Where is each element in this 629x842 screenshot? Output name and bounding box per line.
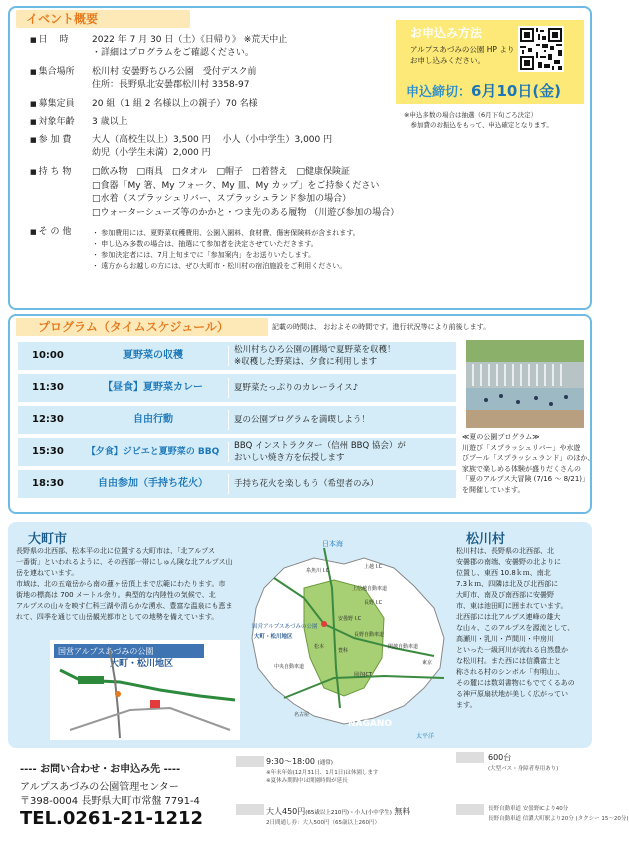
hours-value: 9:30～18:00 bbox=[266, 757, 316, 766]
other-note: ・ 参加費用には、夏野菜収穫費用、公園入園料、食材費、傷害保険料が含まれます。 bbox=[92, 229, 360, 237]
row-value: 住所：長野県北安曇郡松川村 3358-97 bbox=[92, 80, 250, 90]
apply-note-line: 参加費のお振込をもって、申込確定となります。 bbox=[404, 121, 553, 129]
program-name: 【昼食】夏野菜カレー bbox=[103, 382, 203, 393]
map-label: 糸魚川 I.C bbox=[306, 568, 330, 574]
qr-code-icon[interactable] bbox=[518, 26, 564, 72]
row-value: 大人（高校生以上）3,500 円 小人（小中学生）3,000 円 bbox=[92, 135, 333, 145]
matsukawa-line: 称される村のシンボル「有明山」、 bbox=[456, 668, 565, 676]
program-row bbox=[18, 374, 456, 402]
deadline bbox=[406, 80, 561, 101]
parking-count: 600台 bbox=[488, 753, 512, 762]
program-row bbox=[18, 470, 456, 498]
omachi-line: 岳を連ねています。 bbox=[16, 569, 79, 577]
program-row bbox=[18, 406, 456, 434]
program-name: 自由参加（手持ち花火） bbox=[98, 478, 208, 489]
row-value: 3 歳以上 bbox=[92, 117, 128, 127]
car-icon bbox=[456, 804, 484, 815]
matsukawa-line: といった一級河川が流れる自然豊か bbox=[456, 646, 568, 654]
map-label: 長野自動車道 bbox=[354, 632, 385, 638]
row-value: ・詳細はプログラムをご確認ください。 bbox=[92, 48, 254, 58]
program-desc-line: 手持ち花火を楽しもう（希望者のみ） bbox=[234, 479, 379, 489]
omachi-line: 一番街」といわれるように、その西部一帯にしゅん険な北アルプス山 bbox=[16, 558, 233, 566]
apply-description bbox=[410, 44, 520, 66]
closed-note: ※年末年始(12月31日、1月1日)は休園します bbox=[266, 770, 379, 776]
omachi-matsukawa-label: 大町・松川地区 bbox=[254, 634, 293, 640]
hours bbox=[266, 756, 333, 767]
nagano-label: NAGANO bbox=[348, 719, 393, 729]
map-label: 東京 bbox=[422, 660, 433, 666]
program-desc bbox=[234, 408, 454, 432]
row-label: ■ そ の 他 bbox=[30, 226, 90, 239]
map-label: 上越 I.C bbox=[364, 564, 383, 570]
omachi-line: 市域は、北の五竜岳から南の蓮ヶ岳頂上まで広範にわたります。市 bbox=[16, 580, 226, 588]
contact-organization: アルプスあづみの公園管理センター bbox=[20, 782, 179, 793]
program-desc-line: ※収穫した野菜は、夕食に利用します bbox=[234, 357, 378, 367]
row-value: □飲み物 □雨具 □タオル □帽子 □着替え □健康保険証 bbox=[92, 167, 351, 177]
omachi-line: 街地の標高は 700 メートル余り。典型的な内陸性の気候で、北 bbox=[16, 591, 216, 599]
caption-line: 川遊び「スプラッシュリバー」や水遊 bbox=[462, 443, 581, 452]
caption-line: を開催しています。 bbox=[462, 485, 525, 494]
fee-child: (小中学生) bbox=[365, 810, 392, 816]
apply-note-line: ※申込多数の場合は抽選（6月下旬ごろ決定） bbox=[404, 111, 538, 119]
apply-desc-line: アルプスあづみの公園 HP より bbox=[410, 45, 515, 54]
program-name: 【夕食】ジビエと夏野菜の BBQ bbox=[86, 447, 220, 457]
program-note: 記載の時間は、 おおよその時間です。進行状況等により前後します。 bbox=[272, 323, 491, 331]
map-label: 岡谷JCT bbox=[354, 672, 373, 678]
parking-note: (大型バス・身障者専用あり) bbox=[488, 766, 559, 772]
fee-line bbox=[266, 806, 410, 817]
program-desc-line: 夏野菜たっぷりのカレーライス♪ bbox=[234, 383, 359, 393]
program-time: 11:30 bbox=[32, 382, 64, 393]
ocean-label: 太平洋 bbox=[416, 733, 435, 740]
map-label: 松本 bbox=[314, 644, 325, 650]
map-label: 関越自動車道 bbox=[388, 644, 419, 650]
matsukawa-line: な山々、このアルプスを源流として、 bbox=[456, 624, 575, 632]
contact-address: 〒398-0004 長野県大町市常盤 7791-4 bbox=[20, 796, 200, 807]
map-label: 名古屋 bbox=[294, 712, 310, 718]
matsukawa-description bbox=[456, 546, 588, 711]
program-row bbox=[18, 438, 456, 466]
row-value: 2022 年 7 月 30 日（土）《日帰り》 ※荒天中止 bbox=[92, 35, 288, 45]
row-label: ■ 募集定員 bbox=[30, 98, 90, 111]
contact-phone[interactable]: TEL.0261-21-1212 bbox=[20, 808, 204, 829]
row-divider bbox=[228, 378, 229, 398]
access-title: 国営アルプスあづみの公園 bbox=[58, 647, 154, 656]
other-note: ・ 遠方からお越しの方には、ぜひ大町市・松川村の宿泊施設をご利用ください。 bbox=[92, 262, 347, 270]
fee-note: (65歳以上210円)・小人 bbox=[305, 810, 366, 816]
park-label: 国営アルプスあづみの公園 bbox=[252, 624, 318, 630]
matsukawa-line: る神戸原扇状地が美しく広がってい bbox=[456, 690, 568, 698]
fee-free: 無料 bbox=[394, 807, 411, 816]
matsukawa-line: 安曇郡の南端、安曇野の北よりに bbox=[456, 558, 561, 566]
apply-desc-line: お申し込みください。 bbox=[410, 56, 485, 65]
deadline-date: 6月10日(金) bbox=[471, 82, 562, 100]
program-desc-line: 夏の公園プログラムを満喫しよう！ bbox=[234, 415, 370, 425]
matsukawa-line: ます。 bbox=[456, 701, 477, 709]
omachi-title: 大町市 bbox=[28, 532, 68, 547]
closed-note: ※夏休み期間中は開園時間が延長 bbox=[266, 778, 348, 784]
matsukawa-line: 松川村は、長野県の北西部、北 bbox=[456, 547, 554, 555]
other-note: ・ 申し込み多数の場合は、抽選にて参加者を決定させていただきます。 bbox=[92, 240, 318, 248]
program-time: 18:30 bbox=[32, 478, 64, 489]
other-note: ・ 参加決定者には、7月上旬までに「参加案内」をお送りいたします。 bbox=[92, 251, 316, 259]
hours-note: (通常) bbox=[317, 760, 333, 766]
map-label: 中央自動車道 bbox=[274, 664, 305, 670]
row-label: ■ 日 時 bbox=[30, 34, 90, 47]
event-section-title: イベント概要 bbox=[16, 10, 190, 28]
program-time: 10:00 bbox=[32, 350, 64, 361]
row-value: □ウォーターシューズ等のかかと・つま先のある履物 （川遊び参加の場合） bbox=[92, 207, 400, 218]
program-row bbox=[18, 342, 456, 370]
matsukawa-line: 位置し、東西 10.8ｋｍ、南北 bbox=[456, 569, 551, 577]
program-name: 夏野菜の収穫 bbox=[123, 350, 183, 361]
parking-icon bbox=[456, 752, 484, 763]
matsukawa-line: 大町市、南及び南西部に安曇野 bbox=[456, 591, 554, 599]
deadline-label: 申込締切： bbox=[406, 85, 472, 100]
map-label: 豊科 bbox=[338, 648, 349, 654]
sea-label: 日本海 bbox=[322, 540, 343, 548]
program-desc bbox=[234, 472, 454, 496]
water-play-photo bbox=[466, 340, 584, 428]
row-divider bbox=[228, 474, 229, 494]
row-value: 20 組（1 組 2 名様以上の親子）70 名様 bbox=[92, 99, 258, 109]
omachi-line: 長野県の北西部、松本平の北に位置する大町市は、「北アルプス bbox=[16, 547, 215, 555]
matsukawa-title: 松川村 bbox=[466, 532, 506, 547]
row-divider bbox=[228, 442, 229, 462]
access-note: 長野自動車道 安曇野ICより40分 bbox=[488, 806, 569, 812]
apply-note bbox=[404, 110, 590, 130]
qr-code-graphic bbox=[518, 26, 564, 72]
access-subtitle: 大町・松川地区 bbox=[110, 659, 174, 669]
matsukawa-line: 7.3ｋｍ、四隣は北及び北西部に bbox=[456, 580, 559, 588]
omachi-line: れて、四季を通じて山岳観光都市としての地勢を備えています。 bbox=[16, 613, 219, 621]
fee-adult: 大人450円 bbox=[266, 807, 306, 816]
access-note: 長野自動車道 信濃大町駅より20分 (タクシー 15～20分) bbox=[488, 816, 629, 822]
clock-icon bbox=[236, 756, 264, 767]
program-desc-line: BBQ インストラクター（信州 BBQ 協会）が bbox=[234, 441, 406, 451]
matsukawa-line: その麓には数회書物にもでてくるあの bbox=[456, 679, 575, 687]
program-desc bbox=[234, 344, 454, 368]
row-value: 松川村 安曇野ちひろ公園 受付デスク前 bbox=[92, 67, 257, 77]
omachi-description bbox=[16, 546, 254, 623]
row-value: 幼児（小学生未満）2,000 円 bbox=[92, 148, 211, 158]
fee-two-day: 2日間通し券：大人500円（65歳以上260円） bbox=[266, 820, 380, 826]
program-desc bbox=[234, 376, 454, 400]
access-map bbox=[50, 640, 240, 740]
program-time: 15:30 bbox=[32, 446, 64, 457]
photo-caption bbox=[462, 432, 595, 495]
program-title: プログラム（タイムスケジュール） bbox=[16, 318, 268, 336]
map-label: 上信越自動車道 bbox=[352, 586, 388, 592]
caption-line: びプール「スプラッシュランド」のほか、 bbox=[462, 454, 595, 462]
region-map bbox=[244, 528, 452, 746]
map-label: 長野 I.C bbox=[364, 600, 383, 606]
row-divider bbox=[228, 410, 229, 430]
apply-title: お申込み方法 bbox=[410, 26, 483, 40]
program-desc bbox=[234, 440, 454, 464]
caption-line: ≪夏の公園プログラム≫ bbox=[462, 433, 540, 441]
program-desc-line: 松川村ちひろ公園の圃場で夏野菜を収穫！ bbox=[234, 345, 396, 355]
row-divider bbox=[228, 346, 229, 366]
ticket-icon bbox=[236, 804, 264, 815]
row-label: ■ 参 加 費 bbox=[30, 134, 90, 147]
caption-line: 「夏のアルプス大冒険 (7/16 ～ 8/21)」 bbox=[462, 475, 590, 483]
matsukawa-line: な松川村。また西には信濃富士と bbox=[456, 657, 561, 665]
map-label: 安曇野 I.C bbox=[338, 616, 362, 622]
row-value: □食器「My 箸、My フォーク、My 皿、My カップ」をご持参ください bbox=[92, 180, 380, 191]
caption-line: 家族で楽しめる体験が盛りだくさんの bbox=[462, 464, 581, 473]
matsukawa-line: 北西部には北アルプス連峰の雄大 bbox=[456, 613, 561, 621]
row-label: ■ 持 ち 物 bbox=[30, 166, 90, 179]
row-label: ■ 集合場所 bbox=[30, 66, 90, 79]
omachi-line: アルプスの山々を映す仁科三湖や清らかな湧水、豊富な温泉にも恵ま bbox=[16, 602, 233, 610]
row-value: □水着（スプラッシュリバー、スプラッシュランド参加の場合） bbox=[92, 194, 352, 204]
program-time: 12:30 bbox=[32, 414, 64, 425]
row-label: ■ 対象年齢 bbox=[30, 116, 90, 129]
matsukawa-line: 市、東は池田町に囲まれています。 bbox=[456, 602, 568, 610]
matsukawa-line: 高瀬川・乳川・芦間川・中房川 bbox=[456, 635, 554, 643]
program-name: 自由行動 bbox=[133, 414, 173, 425]
program-desc-line: おいしい焼き方を伝授します bbox=[234, 453, 345, 463]
contact-title: ---- お問い合わせ・お申込み先 ---- bbox=[20, 764, 181, 775]
